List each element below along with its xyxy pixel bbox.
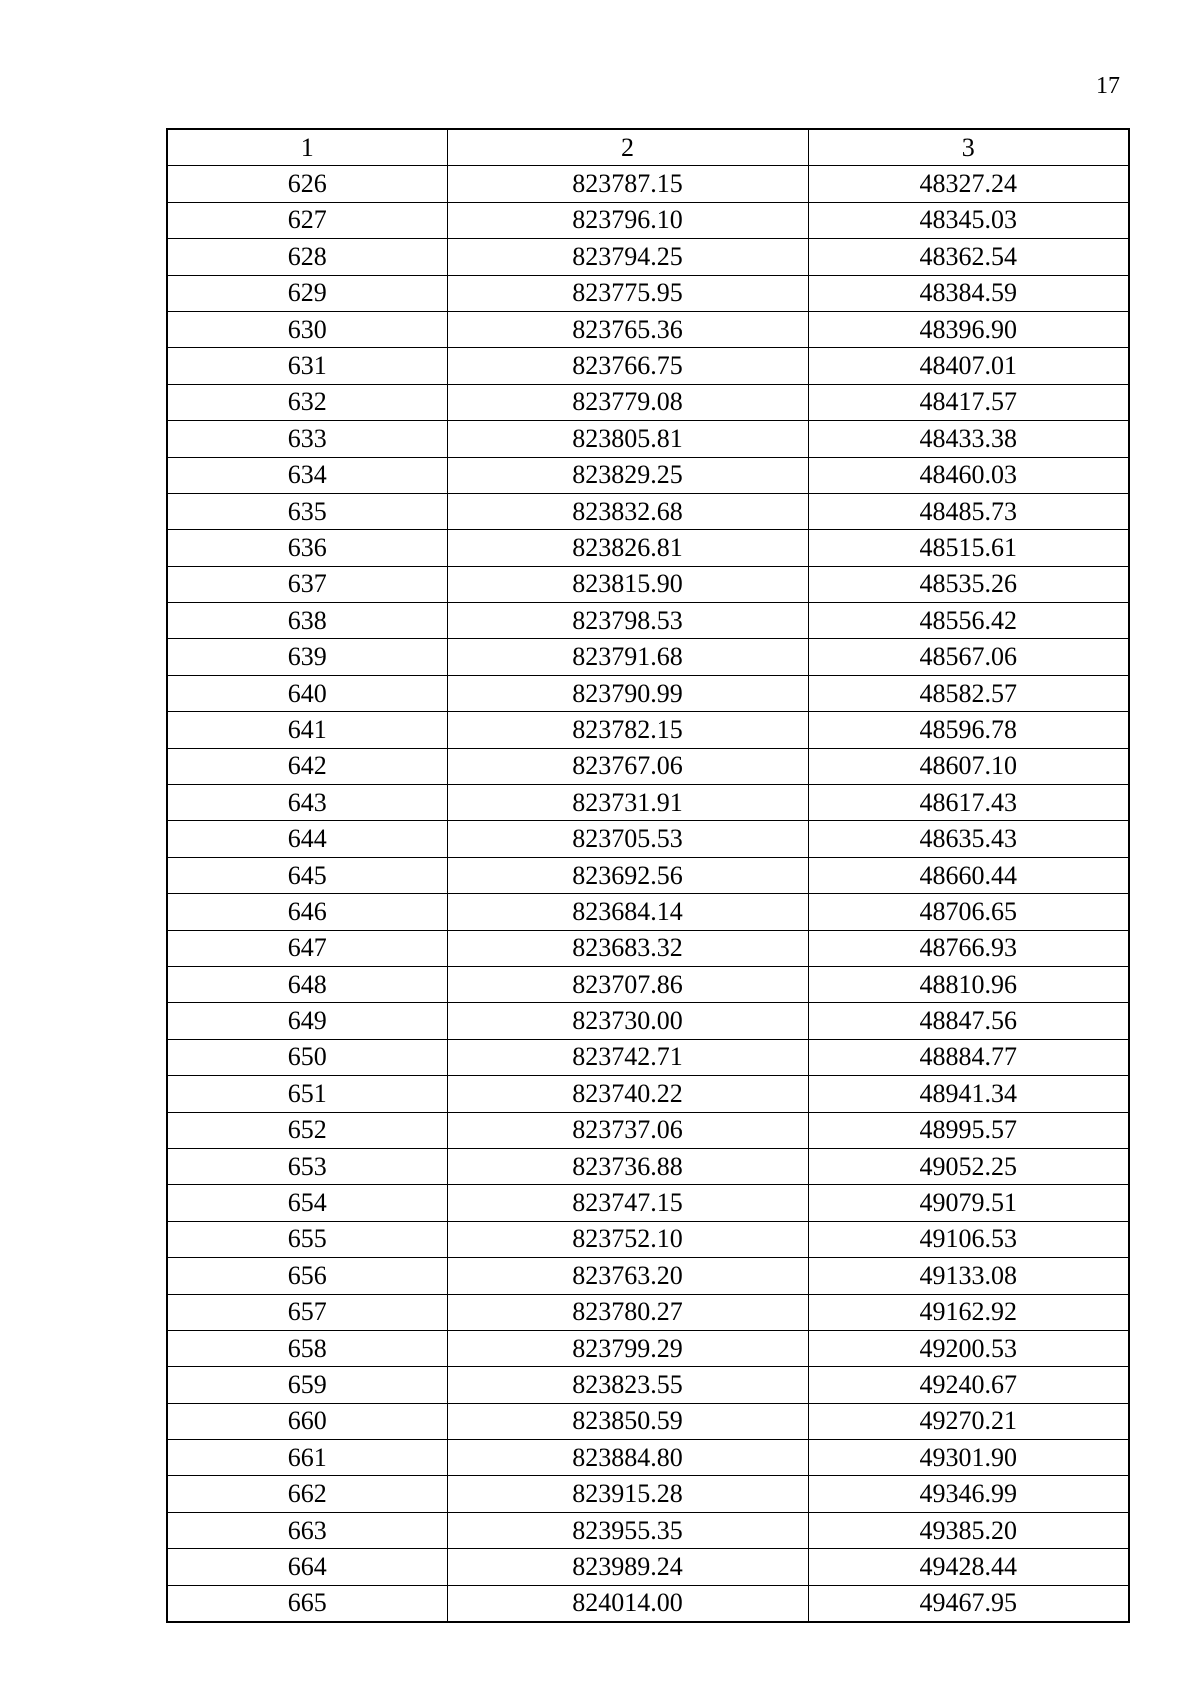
table-cell-col-3: 48485.73 bbox=[808, 493, 1129, 529]
table-row bbox=[167, 603, 1129, 639]
table-cell-col-2: 823731.91 bbox=[447, 785, 808, 821]
table-row bbox=[167, 1476, 1129, 1512]
table-row bbox=[167, 1185, 1129, 1221]
table-cell-col-1: 661 bbox=[167, 1440, 447, 1476]
table-row bbox=[167, 384, 1129, 420]
table-cell-col-3: 48617.43 bbox=[808, 785, 1129, 821]
table-cell-col-2: 823779.08 bbox=[447, 384, 808, 420]
table-row bbox=[167, 1258, 1129, 1294]
table-cell-col-3: 49200.53 bbox=[808, 1330, 1129, 1366]
column-header-3: 3 bbox=[808, 129, 1129, 166]
table-cell-col-1: 663 bbox=[167, 1512, 447, 1548]
table-cell-col-3: 48384.59 bbox=[808, 275, 1129, 311]
table-cell-col-1: 640 bbox=[167, 675, 447, 711]
table-row bbox=[167, 1440, 1129, 1476]
table-cell-col-1: 627 bbox=[167, 202, 447, 238]
table-cell-col-1: 647 bbox=[167, 930, 447, 966]
table-cell-col-3: 48417.57 bbox=[808, 384, 1129, 420]
table-cell-col-2: 823782.15 bbox=[447, 712, 808, 748]
table-cell-col-1: 636 bbox=[167, 530, 447, 566]
table-cell-col-2: 823740.22 bbox=[447, 1076, 808, 1112]
table-row bbox=[167, 1367, 1129, 1403]
table-cell-col-1: 652 bbox=[167, 1112, 447, 1148]
table-cell-col-2: 823763.20 bbox=[447, 1258, 808, 1294]
table-cell-col-3: 48941.34 bbox=[808, 1076, 1129, 1112]
table-row bbox=[167, 930, 1129, 966]
table-cell-col-3: 49301.90 bbox=[808, 1440, 1129, 1476]
table-cell-col-3: 48582.57 bbox=[808, 675, 1129, 711]
table-cell-col-3: 49133.08 bbox=[808, 1258, 1129, 1294]
table-row bbox=[167, 1221, 1129, 1257]
table-cell-col-1: 657 bbox=[167, 1294, 447, 1330]
table-cell-col-3: 48535.26 bbox=[808, 566, 1129, 602]
table-cell-col-1: 645 bbox=[167, 857, 447, 893]
table-cell-col-3: 49240.67 bbox=[808, 1367, 1129, 1403]
table-cell-col-2: 823742.71 bbox=[447, 1039, 808, 1075]
table-row bbox=[167, 202, 1129, 238]
table-cell-col-3: 48556.42 bbox=[808, 603, 1129, 639]
table-row bbox=[167, 421, 1129, 457]
table-cell-col-1: 631 bbox=[167, 348, 447, 384]
table-row bbox=[167, 1076, 1129, 1112]
table-cell-col-2: 823884.80 bbox=[447, 1440, 808, 1476]
table-cell-col-1: 630 bbox=[167, 311, 447, 347]
table-cell-col-2: 823765.36 bbox=[447, 311, 808, 347]
table-row bbox=[167, 457, 1129, 493]
table-cell-col-3: 49270.21 bbox=[808, 1403, 1129, 1439]
table-row bbox=[167, 639, 1129, 675]
coordinates-table bbox=[166, 128, 1130, 1623]
table-row bbox=[167, 712, 1129, 748]
table-row bbox=[167, 311, 1129, 347]
table-cell-col-3: 49385.20 bbox=[808, 1512, 1129, 1548]
table-cell-col-3: 49052.25 bbox=[808, 1148, 1129, 1184]
table-cell-col-3: 48706.65 bbox=[808, 894, 1129, 930]
table-cell-col-1: 648 bbox=[167, 966, 447, 1002]
table-cell-col-1: 635 bbox=[167, 493, 447, 529]
table-row bbox=[167, 1148, 1129, 1184]
table-cell-col-1: 664 bbox=[167, 1549, 447, 1585]
table-cell-col-2: 823850.59 bbox=[447, 1403, 808, 1439]
table-cell-col-3: 48362.54 bbox=[808, 239, 1129, 275]
table-cell-col-2: 823955.35 bbox=[447, 1512, 808, 1548]
table-cell-col-2: 823752.10 bbox=[447, 1221, 808, 1257]
table-cell-col-1: 633 bbox=[167, 421, 447, 457]
table-row bbox=[167, 1330, 1129, 1366]
table-cell-col-2: 823829.25 bbox=[447, 457, 808, 493]
table-cell-col-1: 626 bbox=[167, 166, 447, 202]
table-cell-col-1: 644 bbox=[167, 821, 447, 857]
table-cell-col-2: 823796.10 bbox=[447, 202, 808, 238]
table-row bbox=[167, 530, 1129, 566]
table-cell-col-2: 823799.29 bbox=[447, 1330, 808, 1366]
table-cell-col-2: 823683.32 bbox=[447, 930, 808, 966]
table-cell-col-1: 639 bbox=[167, 639, 447, 675]
table-row bbox=[167, 166, 1129, 202]
table-row bbox=[167, 785, 1129, 821]
table-row bbox=[167, 1294, 1129, 1330]
table-row bbox=[167, 239, 1129, 275]
table-cell-col-2: 823730.00 bbox=[447, 1003, 808, 1039]
table-cell-col-2: 823692.56 bbox=[447, 857, 808, 893]
table-cell-col-1: 654 bbox=[167, 1185, 447, 1221]
table-cell-col-1: 650 bbox=[167, 1039, 447, 1075]
table-cell-col-3: 48515.61 bbox=[808, 530, 1129, 566]
table-cell-col-1: 641 bbox=[167, 712, 447, 748]
table-cell-col-3: 49346.99 bbox=[808, 1476, 1129, 1512]
table-cell-col-2: 823705.53 bbox=[447, 821, 808, 857]
table-cell-col-2: 823989.24 bbox=[447, 1549, 808, 1585]
table-cell-col-3: 48635.43 bbox=[808, 821, 1129, 857]
table-cell-col-1: 655 bbox=[167, 1221, 447, 1257]
table-row bbox=[167, 1003, 1129, 1039]
column-header-2: 2 bbox=[447, 129, 808, 166]
page-number: 17 bbox=[1096, 73, 1120, 99]
table-row bbox=[167, 493, 1129, 529]
table-cell-col-3: 48433.38 bbox=[808, 421, 1129, 457]
table-row bbox=[167, 821, 1129, 857]
table-cell-col-3: 48396.90 bbox=[808, 311, 1129, 347]
table-row bbox=[167, 966, 1129, 1002]
table-cell-col-2: 823805.81 bbox=[447, 421, 808, 457]
table-cell-col-2: 823915.28 bbox=[447, 1476, 808, 1512]
table-cell-col-2: 823823.55 bbox=[447, 1367, 808, 1403]
table-cell-col-3: 49467.95 bbox=[808, 1585, 1129, 1622]
table-cell-col-2: 823736.88 bbox=[447, 1148, 808, 1184]
table-cell-col-1: 629 bbox=[167, 275, 447, 311]
table-cell-col-3: 48995.57 bbox=[808, 1112, 1129, 1148]
table-row bbox=[167, 857, 1129, 893]
table-row bbox=[167, 1549, 1129, 1585]
table-cell-col-2: 824014.00 bbox=[447, 1585, 808, 1622]
table-cell-col-3: 48810.96 bbox=[808, 966, 1129, 1002]
table-header-row bbox=[167, 129, 1129, 166]
table-cell-col-3: 48596.78 bbox=[808, 712, 1129, 748]
table-cell-col-3: 48567.06 bbox=[808, 639, 1129, 675]
table-cell-col-3: 48607.10 bbox=[808, 748, 1129, 784]
table-cell-col-1: 632 bbox=[167, 384, 447, 420]
table-cell-col-3: 48460.03 bbox=[808, 457, 1129, 493]
table-cell-col-1: 649 bbox=[167, 1003, 447, 1039]
table-cell-col-2: 823790.99 bbox=[447, 675, 808, 711]
table-row bbox=[167, 1039, 1129, 1075]
table-cell-col-1: 628 bbox=[167, 239, 447, 275]
table-cell-col-1: 642 bbox=[167, 748, 447, 784]
table-cell-col-2: 823832.68 bbox=[447, 493, 808, 529]
table-cell-col-2: 823747.15 bbox=[447, 1185, 808, 1221]
table-cell-col-1: 659 bbox=[167, 1367, 447, 1403]
table-cell-col-1: 637 bbox=[167, 566, 447, 602]
table-row bbox=[167, 1403, 1129, 1439]
table-cell-col-3: 49162.92 bbox=[808, 1294, 1129, 1330]
table-cell-col-2: 823766.75 bbox=[447, 348, 808, 384]
table-cell-col-2: 823684.14 bbox=[447, 894, 808, 930]
table-row bbox=[167, 1585, 1129, 1622]
table-row bbox=[167, 348, 1129, 384]
table-cell-col-3: 48327.24 bbox=[808, 166, 1129, 202]
table-row bbox=[167, 894, 1129, 930]
table-row bbox=[167, 675, 1129, 711]
table-body bbox=[167, 129, 1129, 1622]
table-cell-col-2: 823787.15 bbox=[447, 166, 808, 202]
table-cell-col-2: 823826.81 bbox=[447, 530, 808, 566]
table-cell-col-1: 665 bbox=[167, 1585, 447, 1622]
table-cell-col-2: 823791.68 bbox=[447, 639, 808, 675]
table-cell-col-2: 823707.86 bbox=[447, 966, 808, 1002]
table-cell-col-1: 634 bbox=[167, 457, 447, 493]
table-row bbox=[167, 275, 1129, 311]
table-cell-col-2: 823775.95 bbox=[447, 275, 808, 311]
table-cell-col-3: 49079.51 bbox=[808, 1185, 1129, 1221]
table-cell-col-1: 646 bbox=[167, 894, 447, 930]
table-cell-col-2: 823798.53 bbox=[447, 603, 808, 639]
table-cell-col-1: 638 bbox=[167, 603, 447, 639]
table-cell-col-3: 49106.53 bbox=[808, 1221, 1129, 1257]
table-cell-col-1: 643 bbox=[167, 785, 447, 821]
table-cell-col-2: 823815.90 bbox=[447, 566, 808, 602]
table-cell-col-2: 823794.25 bbox=[447, 239, 808, 275]
table-cell-col-1: 660 bbox=[167, 1403, 447, 1439]
table-cell-col-1: 658 bbox=[167, 1330, 447, 1366]
table-cell-col-3: 49428.44 bbox=[808, 1549, 1129, 1585]
table-cell-col-1: 656 bbox=[167, 1258, 447, 1294]
table-cell-col-3: 48345.03 bbox=[808, 202, 1129, 238]
column-header-1: 1 bbox=[167, 129, 447, 166]
table-row bbox=[167, 1512, 1129, 1548]
table-cell-col-1: 651 bbox=[167, 1076, 447, 1112]
table-row bbox=[167, 748, 1129, 784]
table-row bbox=[167, 566, 1129, 602]
table-cell-col-3: 48407.01 bbox=[808, 348, 1129, 384]
table-cell-col-1: 653 bbox=[167, 1148, 447, 1184]
table-row bbox=[167, 1112, 1129, 1148]
table-cell-col-2: 823737.06 bbox=[447, 1112, 808, 1148]
table-cell-col-3: 48660.44 bbox=[808, 857, 1129, 893]
table-cell-col-3: 48847.56 bbox=[808, 1003, 1129, 1039]
table-cell-col-3: 48884.77 bbox=[808, 1039, 1129, 1075]
table-cell-col-1: 662 bbox=[167, 1476, 447, 1512]
table-cell-col-3: 48766.93 bbox=[808, 930, 1129, 966]
table-cell-col-2: 823767.06 bbox=[447, 748, 808, 784]
table-cell-col-2: 823780.27 bbox=[447, 1294, 808, 1330]
